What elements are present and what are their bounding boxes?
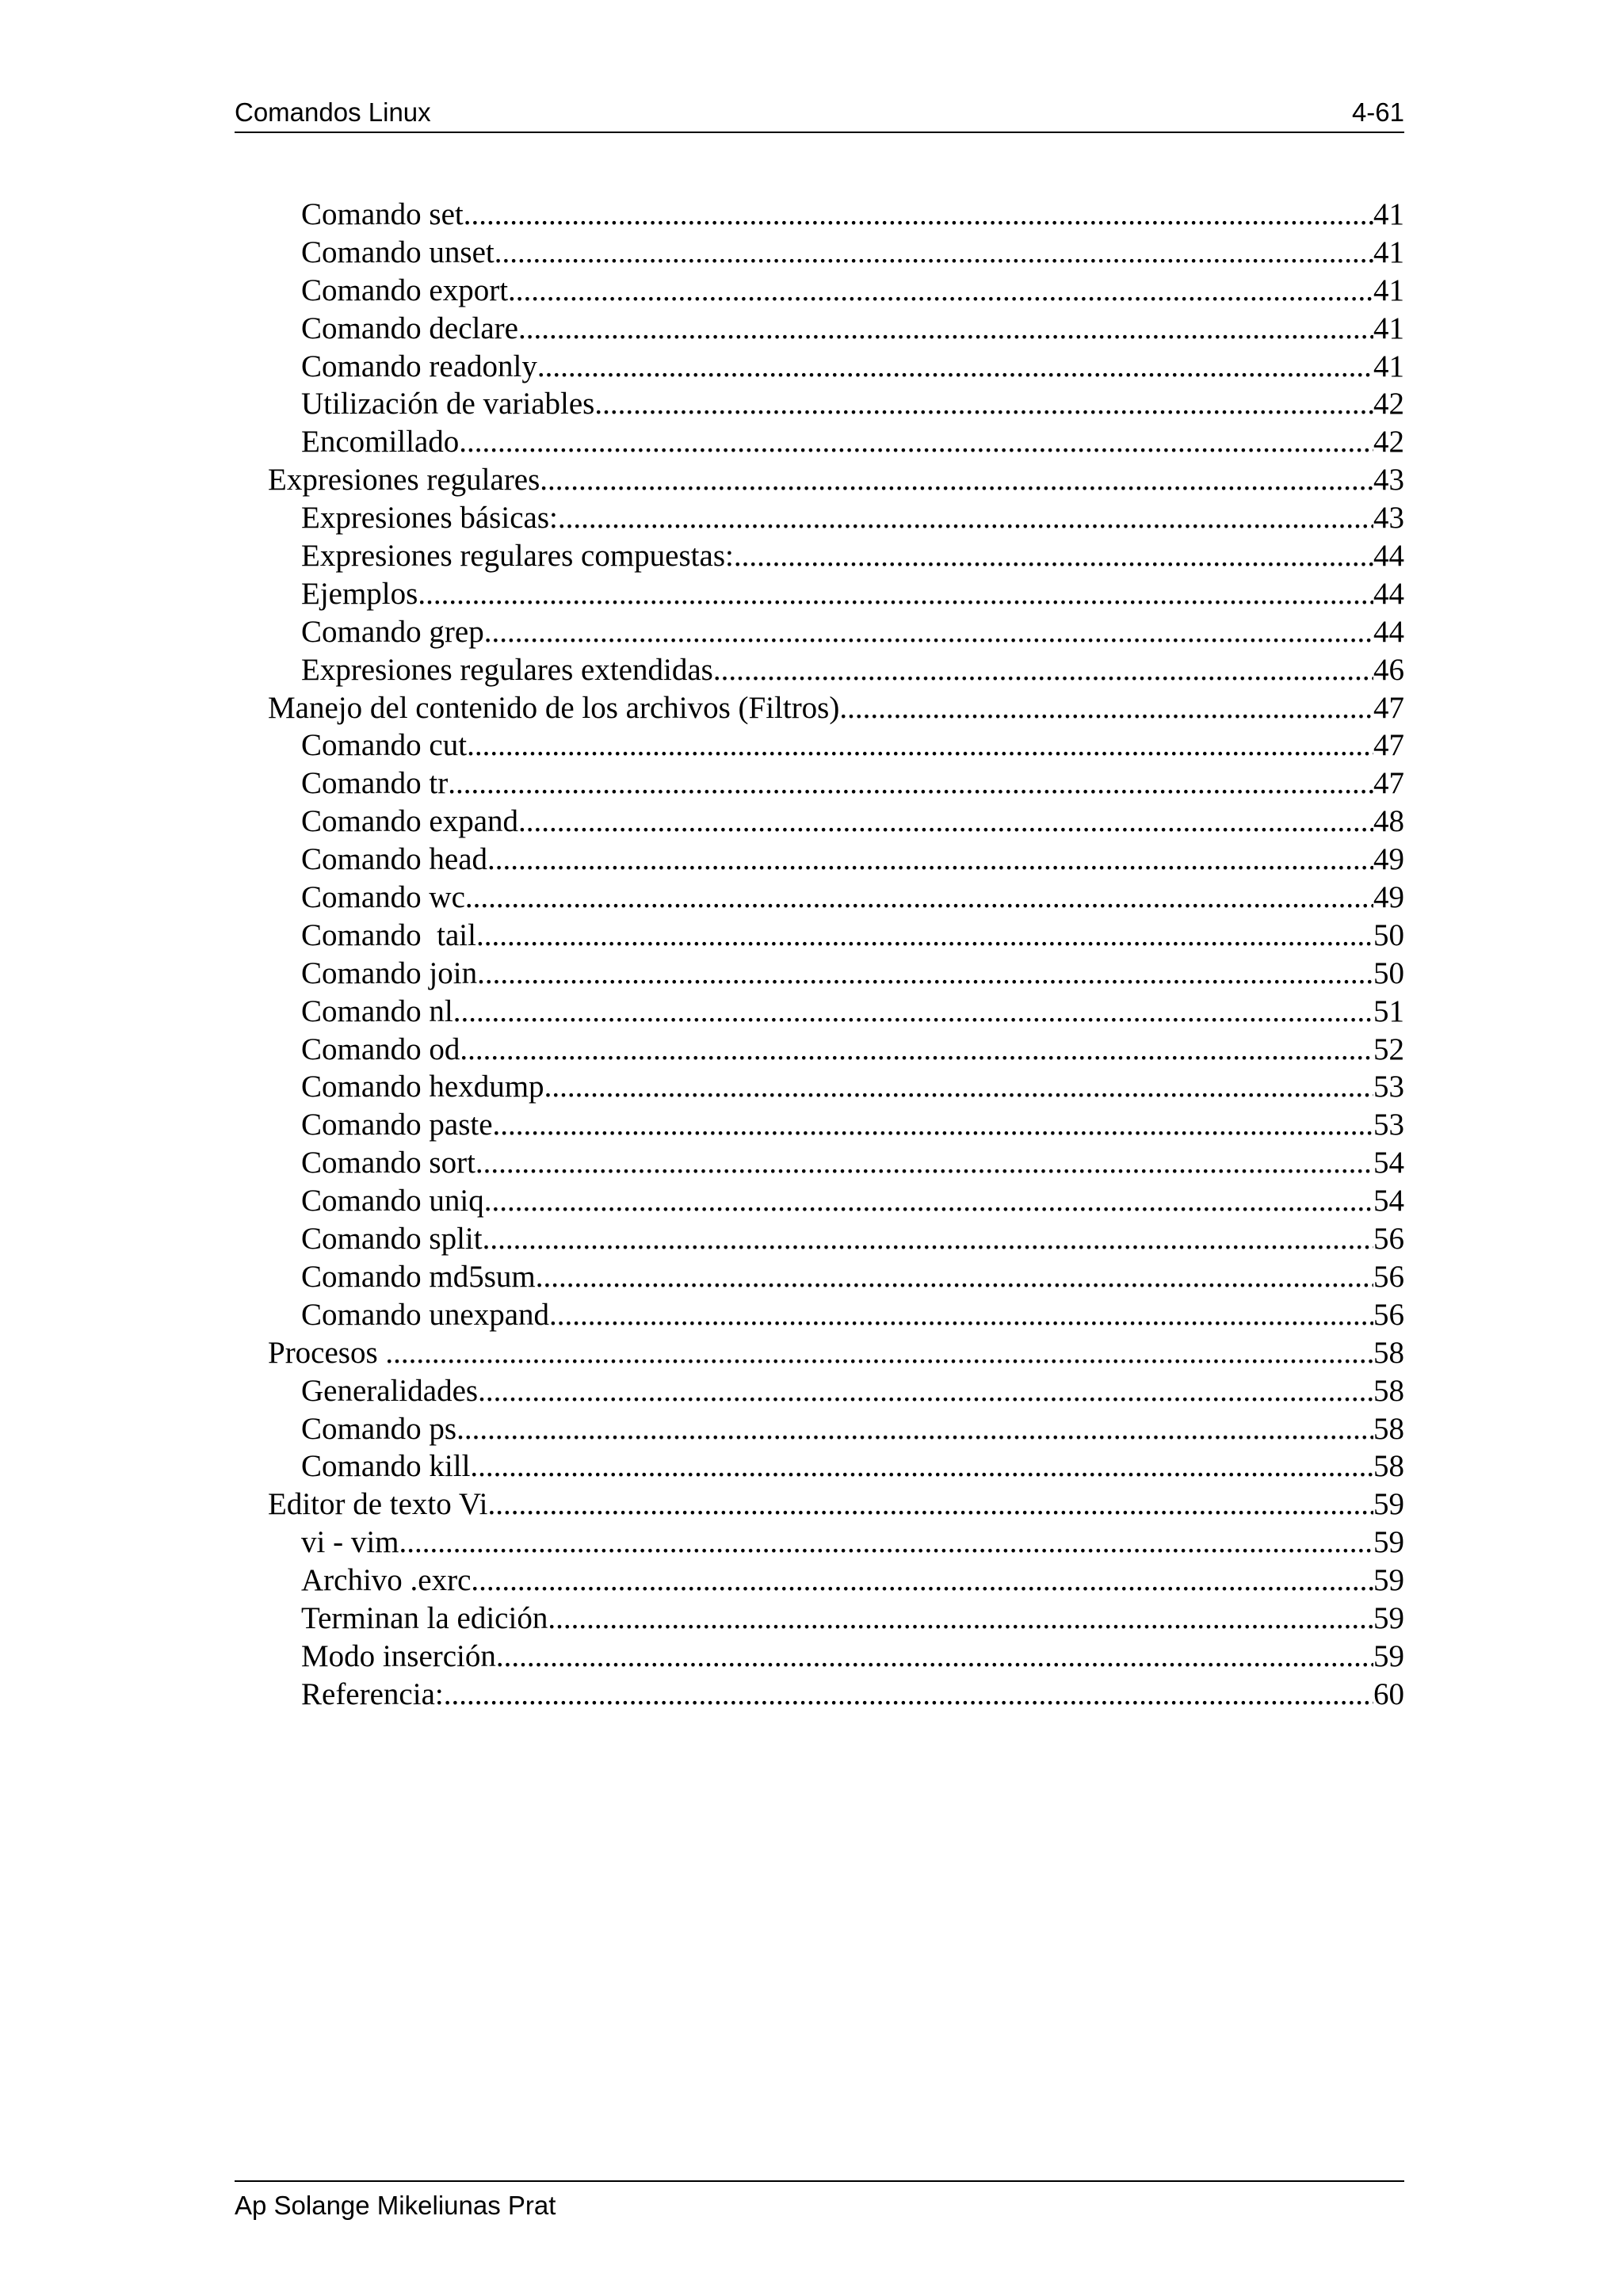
toc-dot-leader <box>459 423 1373 461</box>
toc-entry-page: 50 <box>1373 955 1404 990</box>
toc-entry-page: 44 <box>1373 576 1404 611</box>
toc-entry-title: Editor de texto Vi <box>268 1487 488 1522</box>
toc-dot-leader <box>508 272 1373 310</box>
toc-entry[interactable] <box>235 1638 1404 1676</box>
toc-entry-page: 51 <box>1373 994 1404 1028</box>
toc-entry-title: Encomillado <box>301 425 460 460</box>
toc-dot-leader <box>540 461 1373 499</box>
toc-dot-leader <box>475 1144 1373 1182</box>
toc-entry-title: Archivo .exrc <box>301 1563 472 1598</box>
toc-entry[interactable] <box>235 537 1404 575</box>
toc-entry-page: 41 <box>1373 273 1404 307</box>
toc-entry-page: 54 <box>1373 1184 1404 1219</box>
toc-entry-page: 41 <box>1373 311 1404 345</box>
toc-dot-leader <box>399 1524 1374 1562</box>
toc-entry-page: 41 <box>1373 197 1404 231</box>
toc-dot-leader <box>460 1031 1373 1069</box>
toc-entry-title: Comando unset <box>301 235 495 269</box>
toc-entry[interactable] <box>235 879 1404 917</box>
toc-entry-page: 53 <box>1373 1108 1404 1142</box>
toc-entry-title: Comando declare <box>301 311 518 345</box>
toc-entry-title: Comando tr <box>301 766 449 801</box>
toc-dot-leader <box>839 689 1373 727</box>
toc-entry-title: Comando tail <box>301 917 476 952</box>
toc-entry-page: 48 <box>1373 804 1404 839</box>
toc-dot-leader <box>467 727 1373 765</box>
toc-dot-leader <box>518 310 1373 348</box>
toc-entry-title: Comando unexpand <box>301 1297 550 1332</box>
toc-dot-leader <box>487 841 1373 879</box>
toc-entry-title: Comando od <box>301 1032 460 1066</box>
toc-entry-page: 58 <box>1373 1411 1404 1446</box>
toc-entry-title: Comando hexdump <box>301 1070 544 1104</box>
toc-entry-page: 59 <box>1373 1563 1404 1598</box>
toc-entry[interactable] <box>235 348 1404 386</box>
toc-entry-page: 46 <box>1373 652 1404 687</box>
toc-entry[interactable] <box>235 1410 1404 1448</box>
toc-dot-leader <box>453 993 1373 1031</box>
toc-entry[interactable] <box>235 765 1404 803</box>
toc-dot-leader <box>456 1410 1373 1448</box>
toc-entry-title: Comando kill <box>301 1449 471 1484</box>
toc-dot-leader <box>713 651 1373 689</box>
toc-entry-title: Comando set <box>301 197 464 231</box>
toc-entry-page: 56 <box>1373 1297 1404 1332</box>
toc-entry[interactable] <box>235 1068 1404 1106</box>
toc-entry[interactable] <box>235 575 1404 613</box>
toc-dot-leader <box>470 1447 1373 1486</box>
toc-entry-page: 58 <box>1373 1335 1404 1370</box>
toc-entry-page: 56 <box>1373 1222 1404 1257</box>
toc-entry[interactable] <box>235 385 1404 423</box>
toc-dot-leader <box>464 196 1373 234</box>
toc-entry-title: Referencia: <box>301 1676 444 1711</box>
toc-dot-leader <box>385 1334 1373 1372</box>
toc-entry-title: Comando grep <box>301 614 484 649</box>
toc-entry-title: Comando sort <box>301 1146 475 1180</box>
toc-entry-page: 53 <box>1373 1070 1404 1104</box>
toc-entry[interactable] <box>235 1676 1404 1714</box>
toc-dot-leader <box>496 1638 1373 1676</box>
toc-dot-leader <box>536 1258 1373 1296</box>
toc-entry-title: vi - vim <box>301 1525 399 1560</box>
toc-dot-leader <box>477 955 1373 993</box>
toc-entry-page: 56 <box>1373 1259 1404 1294</box>
toc-entry-page: 44 <box>1373 614 1404 649</box>
toc-entry[interactable] <box>235 196 1404 234</box>
toc-entry-title: Generalidades <box>301 1373 479 1408</box>
toc-entry-title: Procesos <box>268 1335 386 1370</box>
toc-entry[interactable] <box>235 1144 1404 1182</box>
toc-entry[interactable] <box>235 1334 1404 1372</box>
toc-entry-title: Expresiones regulares extendidas <box>301 652 713 687</box>
toc-entry-page: 43 <box>1373 463 1404 498</box>
toc-entry-title: Comando head <box>301 842 488 877</box>
toc-entry-title: Comando expand <box>301 804 519 839</box>
toc-entry[interactable] <box>235 1486 1404 1524</box>
toc-entry[interactable] <box>235 613 1404 651</box>
toc-entry-page: 47 <box>1373 766 1404 801</box>
toc-dot-leader <box>483 1220 1373 1258</box>
toc-entry[interactable] <box>235 1296 1404 1334</box>
toc-entry-title: Comando nl <box>301 994 453 1028</box>
page-footer <box>235 2180 1404 2222</box>
toc-entry[interactable] <box>235 689 1404 727</box>
toc-entry-title: Expresiones básicas: <box>301 501 558 536</box>
toc-entry-title: Comando uniq <box>301 1184 484 1219</box>
toc-entry-page: 59 <box>1373 1638 1404 1673</box>
toc-entry-title: Utilización de variables <box>301 387 595 421</box>
toc-entry-page: 47 <box>1373 690 1404 725</box>
toc-entry-title: Terminan la edición <box>301 1600 548 1635</box>
toc-entry-page: 41 <box>1373 235 1404 269</box>
toc-entry[interactable] <box>235 310 1404 348</box>
toc-entry[interactable] <box>235 1600 1404 1638</box>
toc-entry[interactable] <box>235 993 1404 1031</box>
toc-entry-title: Comando cut <box>301 728 468 763</box>
toc-entry[interactable] <box>235 841 1404 879</box>
toc-entry[interactable] <box>235 1031 1404 1069</box>
toc-entry-page: 59 <box>1373 1487 1404 1522</box>
toc-entry[interactable] <box>235 1447 1404 1486</box>
toc-entry-page: 60 <box>1373 1676 1404 1711</box>
toc-dot-leader <box>418 575 1373 613</box>
toc-entry-title: Expresiones regulares <box>268 463 540 498</box>
toc-dot-leader <box>471 1562 1373 1600</box>
toc-entry-page: 49 <box>1373 842 1404 877</box>
toc-entry-page: 50 <box>1373 917 1404 952</box>
toc-dot-leader <box>495 234 1373 272</box>
toc-entry[interactable] <box>235 1524 1404 1562</box>
toc-entry[interactable] <box>235 651 1404 689</box>
toc-entry-title: Ejemplos <box>301 576 418 611</box>
toc-entry[interactable] <box>235 1562 1404 1600</box>
toc-dot-leader <box>544 1068 1373 1106</box>
header-page-number: 4-61 <box>1351 97 1404 127</box>
toc-entry-title: Comando readonly <box>301 349 537 383</box>
toc-entry-page: 54 <box>1373 1146 1404 1180</box>
toc-entry[interactable] <box>235 955 1404 993</box>
toc-entry[interactable] <box>235 1106 1404 1144</box>
toc-entry-page: 58 <box>1373 1449 1404 1484</box>
toc-entry-title: Comando export <box>301 273 509 307</box>
page-header <box>235 97 1404 133</box>
toc-entry[interactable] <box>235 1220 1404 1258</box>
toc-dot-leader <box>448 765 1373 803</box>
toc-entry-page: 44 <box>1373 539 1404 574</box>
toc-entry[interactable] <box>235 727 1404 765</box>
toc-dot-leader <box>465 879 1373 917</box>
toc-entry-page: 49 <box>1373 880 1404 915</box>
toc-entry-page: 52 <box>1373 1032 1404 1066</box>
toc-dot-leader <box>548 1600 1373 1638</box>
toc-entry-title: Comando md5sum <box>301 1259 536 1294</box>
toc-dot-leader <box>476 917 1373 955</box>
toc-entry[interactable] <box>235 272 1404 310</box>
table-of-contents <box>235 196 1404 1714</box>
toc-dot-leader <box>594 385 1373 423</box>
toc-entry-page: 41 <box>1373 349 1404 383</box>
toc-entry[interactable] <box>235 1372 1404 1410</box>
toc-entry-page: 58 <box>1373 1373 1404 1408</box>
toc-entry-title: Comando ps <box>301 1411 457 1446</box>
toc-entry[interactable] <box>235 803 1404 841</box>
toc-entry-title: Comando split <box>301 1222 483 1257</box>
toc-entry[interactable] <box>235 461 1404 499</box>
toc-dot-leader <box>478 1372 1373 1410</box>
toc-entry[interactable] <box>235 234 1404 272</box>
toc-entry-title: Manejo del contenido de los archivos (Filtros) <box>268 690 840 725</box>
toc-entry-page: 47 <box>1373 728 1404 763</box>
footer-author: Ap Solange Mikeliunas Prat <box>235 2191 556 2220</box>
toc-dot-leader <box>484 613 1373 651</box>
toc-dot-leader <box>493 1106 1373 1144</box>
toc-dot-leader <box>518 803 1373 841</box>
toc-dot-leader <box>484 1182 1373 1220</box>
toc-entry-title: Comando join <box>301 955 478 990</box>
toc-entry-title: Expresiones regulares compuestas: <box>301 539 734 574</box>
toc-entry-page: 59 <box>1373 1525 1404 1560</box>
toc-entry[interactable] <box>235 1182 1404 1220</box>
toc-entry-title: Comando paste <box>301 1108 493 1142</box>
toc-dot-leader <box>444 1676 1373 1714</box>
toc-entry[interactable] <box>235 499 1404 537</box>
toc-entry-page: 59 <box>1373 1600 1404 1635</box>
toc-entry-page: 42 <box>1373 387 1404 421</box>
toc-dot-leader <box>734 537 1373 575</box>
toc-dot-leader <box>549 1296 1373 1334</box>
toc-entry-page: 42 <box>1373 425 1404 460</box>
toc-entry[interactable] <box>235 917 1404 955</box>
toc-entry[interactable] <box>235 423 1404 461</box>
toc-dot-leader <box>558 499 1373 537</box>
toc-dot-leader <box>487 1486 1373 1524</box>
toc-entry-title: Modo inserción <box>301 1638 496 1673</box>
toc-dot-leader <box>537 348 1373 386</box>
toc-entry[interactable] <box>235 1258 1404 1296</box>
toc-entry-page: 43 <box>1373 501 1404 536</box>
toc-entry-title: Comando wc <box>301 880 465 915</box>
header-title: Comandos Linux <box>235 97 431 127</box>
